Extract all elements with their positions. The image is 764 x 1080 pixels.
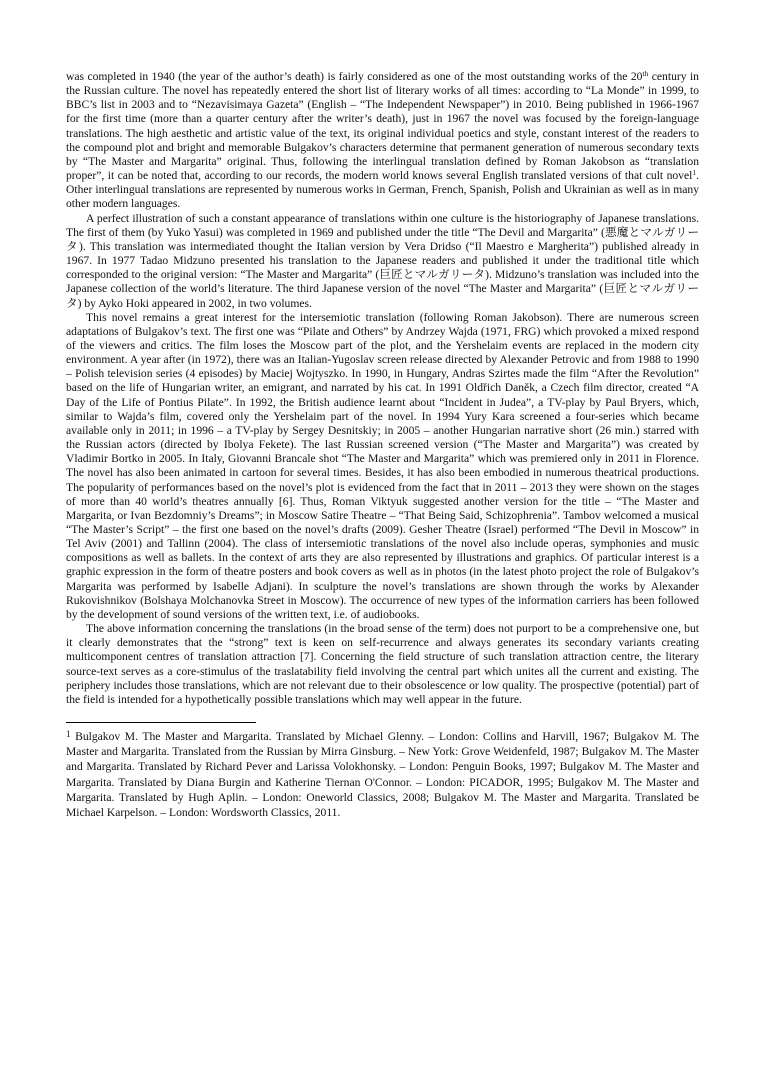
body-text	[66, 70, 699, 707]
paragraph-text: was completed in 1940 (the year of the author’s death) is fairly considered as one of the most outstanding works of the 20	[66, 70, 643, 83]
footnote-separator	[66, 722, 256, 723]
paragraph	[66, 311, 699, 622]
paragraph-text: A perfect illustration of such a constant appearance of translations within one culture is the historiography of Japanese translations. The first of them (by Yuko Yasui) was completed in 1969 and published under the title “The Devil and Margarita” (悪魔とマルガリータ). This translation was intermediated thought the Italian version by Vera Dridso (“Il Maestro e Margherita”) published already in 1967. In 1977 Tadao Midzuno presented his translation to the Japanese readers and published it under the traditional title which corresponded to the original version: “The Master and Margarita” (巨匠とマルガリータ). Midzuno’s translation was included into the Japanese collection of the world’s literature. The third Japanese version of the novel “The Master and Margarita” (巨匠とマルガリータ) by Ayko Hoki appeared in 2002, in two volumes.	[66, 211, 699, 310]
paragraph-text: This novel remains a great interest for the intersemiotic translation (following Roman Jakobson). There are numerous screen adaptations of Bulgakov’s text. The first one was “Pilate and Others” by Andrzey Wajda (1971, FRG) which provoked a mixed respond of the viewers and critics. The film loses the Moscow part of the plot, and the Yershelaim events are replaced in the modern city environment. A year after (in 1972), there was an Italian-Yugoslav screen release directed by Alexander Petrovic and from 1988 to 1990 – Polish television series (4 episodes) by Maciej Wojtyszko. In 1990, in Hungary, Andras Szirtes made the film “After the Revolution” based on the life of Hungarian writer, an emigrant, and narrated by his cat. In 1991 Oldřich Daněk, a Czech film director, created “A Day of the Life of Pontius Pilate”. In 1992, the British audience learnt about “Incident in Judea”, a TV-play by Paul Bryers, which, similar to Wajda’s film, covered only the Yershelaim part of the novel. In 1994 Yury Kara screened a four-series which became available only in 2011; in 1996 – a TV-play by Sergey Desnitskiy; in 2005 – another Hungarian narrative short (26 min.) starred with the Russian actors (directed by Ibolya Fekete). The last Russian screened version (“The Master and Margarita”) was created by Vladimir Bortko in 2005. In Italy, Giovanni Brancale shot “The Master and Margarita” which was premiered only in 2011 in Florence. The novel has also been animated in cartoon for several times. Besides, it has also been embodied in numerous theatrical productions. The popularity of performances based on the novel’s plot is evidenced from the fact that in 2011 – 2013 they were shown on the stages of more than 40 world’s theatres annually [6]. Thus, Roman Viktyuk suggested another version for the title – “The Master and Margarita, or Ivan Bezdomniy’s Dreams”; in Moscow Satire Theatre – “That Being Said, Schizophrenia”. Tambov welcomed a musical “The Master’s Script” – the first one based on the novel’s drafts (2009). Gesher Theatre (Israel) performed “The Devil in Moscow” in Tel Aviv (2001) and Tallinn (2004). The class of intersemiotic translations of the novel also include operas, symphonies and music compositions as well as ballets. In the context of arts they are also represented by illustrations and graphics. Of particular interest is a graphic expression in the form of theatre posters and book covers as well as in photos (in the latest photo project the role of Bulgakov’s Margarita was performed by Isabelle Adjani). In sculpture the novel’s translations are shown through the works by Alexander Rukovishnikov (Bolshaya Molchanovka Street in Moscow). The occurrence of new types of the information carriers has been followed by the development of sound versions of the written text, i.e. of audiobooks.	[66, 310, 699, 621]
superscript: th	[642, 69, 649, 78]
paragraph	[66, 212, 699, 311]
footnote-text: Bulgakov M. The Master and Margarita. Translated by Michael Glenny. – London: Collins and Harvill, 1967; Bulgakov M. The Master and Margarita. Translated from the Russian by Mirra Ginsburg. – New York: Grove Weidenfeld, 1987; Bulgakov M. The Master and Margarita. Translated by Richard Pever and Larissa Volokhonsky. – London: Penguin Books, 1997; Bulgakov M. The Master and Margarita. Translated by Diana Burgin and Katherine Tiernan O'Connor. – London: PICADOR, 1995; Bulgakov M. The Master and Margarita. Translated by Hugh Aplin. – London: Oneworld Classics, 2008; Bulgakov M. The Master and Margarita. Translated be Michael Karpelson. – London: Wordsworth Classics, 2011.	[66, 730, 699, 820]
paragraph	[66, 70, 699, 212]
paragraph-text: . Other interlingual translations are represented by numerous works in German, French, Spanish, Polish and Ukrainian as well as in many other modern languages.	[66, 169, 699, 211]
paragraph-text: century in the Russian culture. The novel has repeatedly entered the short list of literary works of all times: according to “La Monde” in 1999, to BBC’s list in 2003 and to “Nezavisimaya Gazeta” (English – “The Independent Newspaper”) in 2010. Being published in 1966-1967 for the first time (more than a quarter century after the writer’s death), just in 1967 the novel was focused by the foreign-language translations. The high aesthetic and artistic value of the text, its original individual poetics and style, constant interest of the readers to the compound plot and bright and memorable Bulgakov’s characters determine that permanent generation of numerous secondary texts by “The Master and Margarita” original. Thus, following the interlingual translation defined by Roman Jakobson as “translation proper”, it can be noted that, according to our records, the modern world knows several English translated versions of that cult novel	[66, 70, 699, 183]
footnote-marker: 1	[66, 729, 71, 740]
footnote	[66, 729, 699, 820]
paragraph-text: The above information concerning the translations (in the broad sense of the term) does not purport to be a comprehensive one, but it clearly demonstrates that the “strong” text is keen on self-recurrence and always generates its secondary variants creating multicomponent centres of translation attraction [7]. Concerning the field structure of such translation attraction centre, the literary source-text serves as a core-stimulus of the traslatability field involving the central part which unites all the current and existing. The periphery includes those translations, which are not relevant due to their obsolescence or low quality. The prospective (potential) part of the field is intended for a hypothetically possible translations which may well appear in the future.	[66, 622, 699, 706]
paragraph	[66, 622, 699, 707]
superscript: 1	[692, 168, 697, 178]
